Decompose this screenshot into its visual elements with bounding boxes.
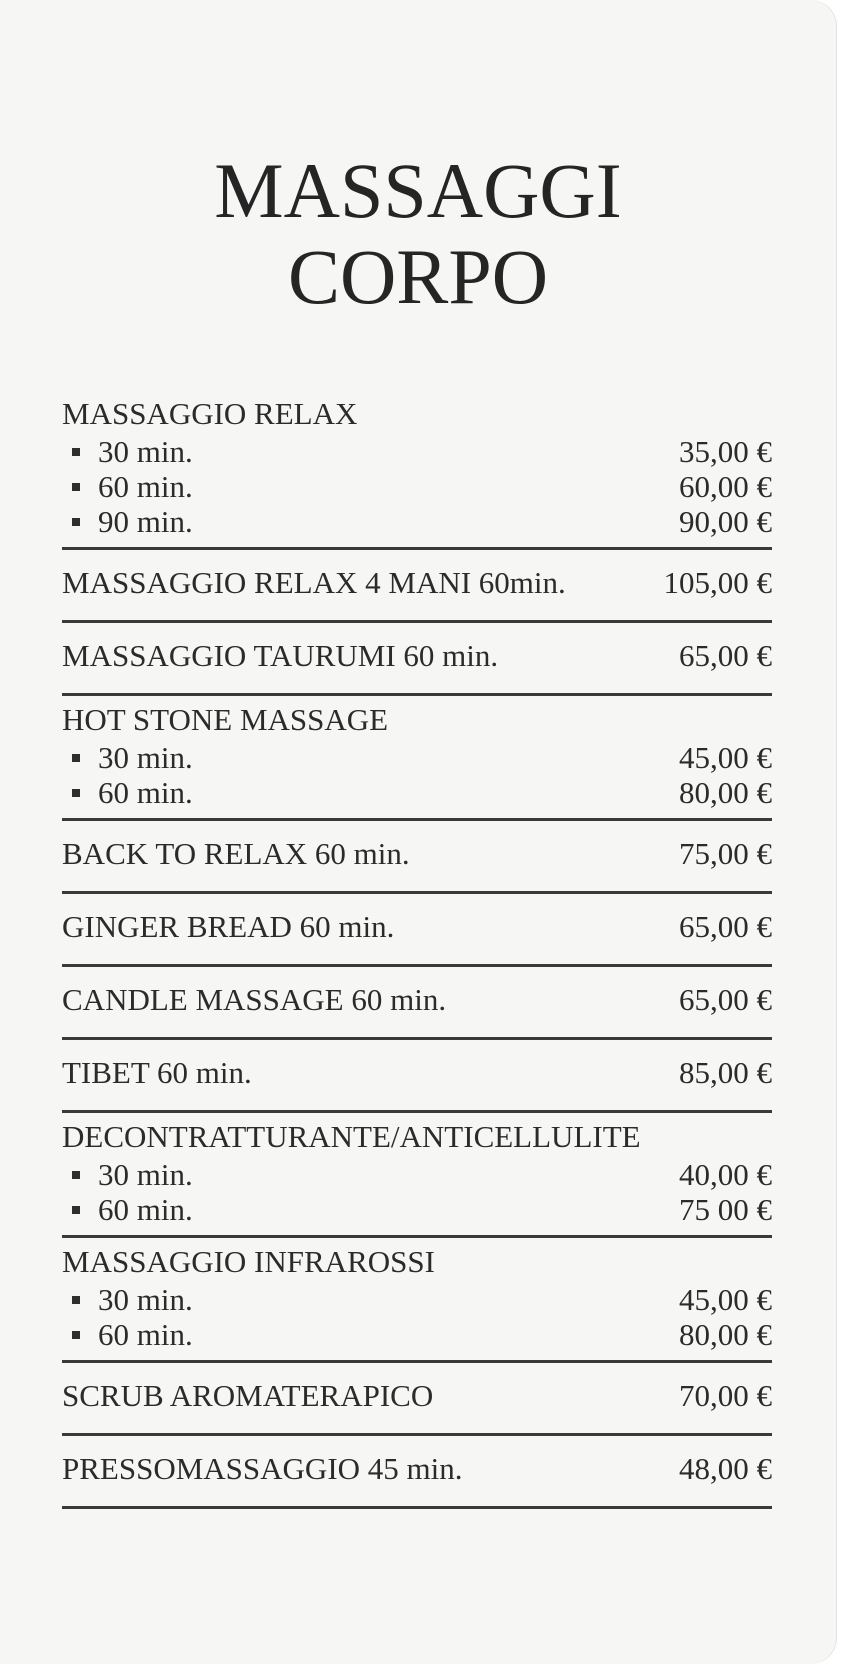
treatment-name: PRESSOMASSAGGIO 45 min. [62,1451,463,1486]
treatment-row [62,627,772,685]
treatment-name: BACK TO RELAX 60 min. [62,836,410,871]
treatment-section [62,1040,772,1113]
option-price: 35,00 € [679,434,772,469]
option-duration: 30 min. [72,740,193,775]
treatment-row [62,898,772,956]
duration-option [62,1282,772,1317]
duration-option [62,1317,772,1352]
treatment-section [62,550,772,623]
treatment-list [62,394,772,1509]
option-duration: 30 min. [72,1282,193,1317]
treatment-section [62,1436,772,1509]
treatment-header [62,1117,772,1157]
page-title [0,148,836,320]
option-price: 90,00 € [679,504,772,539]
treatment-row [62,825,772,883]
treatment-section [62,821,772,894]
duration-option [62,740,772,775]
treatment-row [62,971,772,1029]
treatment-row [62,1367,772,1425]
treatment-section [62,623,772,696]
treatment-section [62,1238,772,1363]
treatment-price: 85,00 € [679,1055,772,1090]
duration-option [62,775,772,810]
duration-option [62,1192,772,1227]
treatment-price: 48,00 € [679,1451,772,1486]
treatment-section [62,967,772,1040]
option-price: 45,00 € [679,1282,772,1317]
treatment-row [62,1440,772,1498]
treatment-name: GINGER BREAD 60 min. [62,909,395,944]
option-price: 75 00 € [679,1192,772,1227]
treatment-name: SCRUB AROMATERAPICO [62,1378,434,1413]
option-duration: 60 min. [72,469,193,504]
option-price: 45,00 € [679,740,772,775]
option-price: 60,00 € [679,469,772,504]
treatment-price: 65,00 € [679,909,772,944]
treatment-name: DECONTRATTURANTE/ANTICELLULITE [62,1119,641,1154]
duration-option [62,434,772,469]
treatment-name: MASSAGGIO RELAX [62,396,358,431]
duration-option [62,1157,772,1192]
treatment-row [62,1044,772,1102]
treatment-row [62,554,772,612]
treatment-price: 65,00 € [679,638,772,673]
treatment-price: 105,00 € [663,565,772,600]
option-duration: 60 min. [72,1192,193,1227]
option-duration: 90 min. [72,504,193,539]
treatment-section [62,1363,772,1436]
option-duration: 60 min. [72,1317,193,1352]
option-duration: 30 min. [72,434,193,469]
treatment-header [62,1242,772,1282]
treatment-section [62,894,772,967]
treatment-name: CANDLE MASSAGE 60 min. [62,982,447,1017]
treatment-name: HOT STONE MASSAGE [62,702,389,737]
option-duration: 60 min. [72,775,193,810]
treatment-header [62,700,772,740]
duration-option [62,504,772,539]
treatment-name: MASSAGGIO INFRAROSSI [62,1244,435,1279]
treatment-price: 75,00 € [679,836,772,871]
treatment-name: MASSAGGIO TAURUMI 60 min. [62,638,499,673]
option-duration: 30 min. [72,1157,193,1192]
treatment-name: MASSAGGIO RELAX 4 MANI 60min. [62,565,566,600]
treatment-section [62,696,772,821]
treatment-price: 70,00 € [679,1378,772,1413]
treatment-section [62,1113,772,1238]
title-line-2: CORPO [287,233,549,320]
option-price: 80,00 € [679,1317,772,1352]
treatment-section [62,394,772,550]
title-line-1: MASSAGGI [214,147,622,234]
treatment-header [62,394,772,434]
option-price: 40,00 € [679,1157,772,1192]
treatment-price: 65,00 € [679,982,772,1017]
option-price: 80,00 € [679,775,772,810]
duration-option [62,469,772,504]
treatment-name: TIBET 60 min. [62,1055,252,1090]
